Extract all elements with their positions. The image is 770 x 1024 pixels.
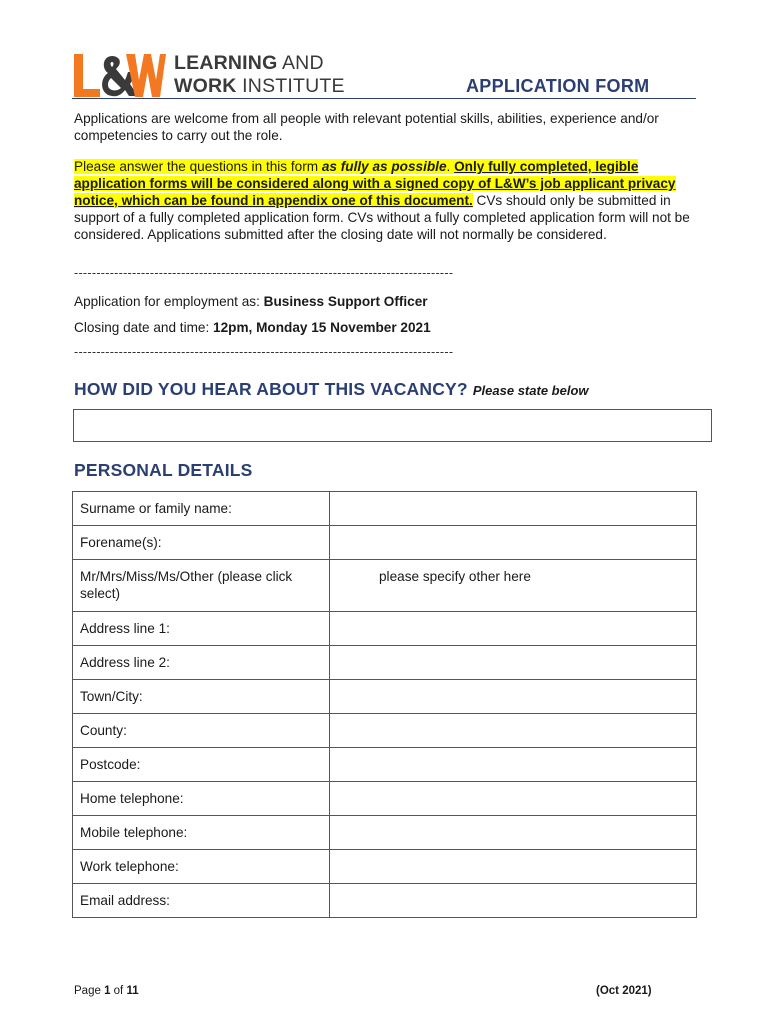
hear-about-subtitle: Please state below: [472, 383, 589, 398]
header-divider: [72, 98, 696, 99]
page-current: 1: [104, 985, 111, 997]
hear-about-title: HOW DID YOU HEAR ABOUT THIS VACANCY?: [74, 379, 468, 399]
table-row: [73, 612, 697, 646]
table-row: [73, 492, 697, 526]
address-line1-field[interactable]: [330, 612, 697, 646]
address-line2-label: Address line 2:: [73, 646, 330, 680]
title-field[interactable]: [330, 560, 697, 612]
table-row: [73, 560, 697, 612]
county-field[interactable]: [330, 714, 697, 748]
page-prefix: Page: [74, 985, 105, 997]
logo-text-institute: INSTITUTE: [236, 75, 345, 97]
personal-details-table: [72, 491, 697, 918]
notice-cv-policy: CVs should only be submitted in support of a fully completed application form. CVs without a fully completed application form will not be considered. Applications submitted after the closing date will not normally be considered.: [74, 193, 690, 242]
work-telephone-label: Work telephone:: [73, 850, 330, 884]
table-row: [73, 646, 697, 680]
page-number: [74, 985, 139, 997]
forename-label: Forename(s):: [73, 526, 330, 560]
surname-field[interactable]: [330, 492, 697, 526]
logo-text-line2: [174, 75, 345, 97]
closing-label: Closing date and time:: [74, 320, 214, 335]
town-label: Town/City:: [73, 680, 330, 714]
surname-label: Surname or family name:: [73, 492, 330, 526]
table-row: [73, 680, 697, 714]
mobile-telephone-field[interactable]: [330, 816, 697, 850]
closing-date: [74, 319, 431, 336]
title-label: Mr/Mrs/Miss/Ms/Other (please click select): [73, 560, 330, 612]
logo-text-and: AND: [277, 52, 324, 74]
work-telephone-field[interactable]: [330, 850, 697, 884]
home-telephone-field[interactable]: [330, 782, 697, 816]
lw-monogram-icon: [72, 50, 166, 100]
separator-line: -------------------------------------------------------------------------------------: [74, 266, 454, 280]
instructions-paragraph: [74, 158, 699, 243]
mobile-telephone-label: Mobile telephone:: [73, 816, 330, 850]
page-title: APPLICATION FORM: [466, 76, 650, 96]
table-row: [73, 884, 697, 918]
employment-label: Application for employment as:: [74, 294, 264, 309]
table-row: [73, 748, 697, 782]
employment-value: Business Support Officer: [263, 294, 428, 309]
notice-emphasis: as fully as possible: [321, 159, 447, 174]
lw-logo: [72, 50, 372, 100]
page-total: 11: [126, 985, 139, 997]
closing-value: 12pm, Monday 15 November 2021: [213, 320, 431, 335]
table-row: [73, 816, 697, 850]
logo-text-learning: LEARNING: [174, 52, 278, 74]
table-row: [73, 850, 697, 884]
email-label: Email address:: [73, 884, 330, 918]
separator-line: -------------------------------------------------------------------------------------: [74, 345, 454, 359]
town-field[interactable]: [330, 680, 697, 714]
logo-text-work: WORK: [174, 75, 237, 97]
table-row: [73, 714, 697, 748]
logo-text-line1: [174, 52, 324, 74]
notice-requirement: Only fully completed, legible application forms will be considered along with a signed copy of L&W’s job applicant privacy notice, which can be found in appendix one of this document.: [74, 159, 676, 208]
document-date: (Oct 2021): [596, 985, 652, 997]
hear-about-input[interactable]: [73, 409, 712, 442]
notice-part3: .: [446, 159, 455, 174]
address-line1-label: Address line 1:: [73, 612, 330, 646]
address-line2-field[interactable]: [330, 646, 697, 680]
title-other-value: please specify other here: [379, 569, 531, 584]
intro-paragraph: Applications are welcome from all people with relevant potential skills, abilities, experience and/or competencies to carry out the role.: [74, 111, 659, 143]
postcode-field[interactable]: [330, 748, 697, 782]
notice-part1: Please answer the questions in this form: [74, 159, 322, 174]
table-row: [73, 782, 697, 816]
table-row: [73, 526, 697, 560]
county-label: County:: [73, 714, 330, 748]
employment-position: [74, 293, 428, 310]
page-of: of: [110, 985, 127, 997]
email-field[interactable]: [330, 884, 697, 918]
home-telephone-label: Home telephone:: [73, 782, 330, 816]
hear-about-heading: [74, 379, 589, 400]
personal-details-heading: PERSONAL DETAILS: [74, 460, 253, 480]
forename-field[interactable]: [330, 526, 697, 560]
postcode-label: Postcode:: [73, 748, 330, 782]
